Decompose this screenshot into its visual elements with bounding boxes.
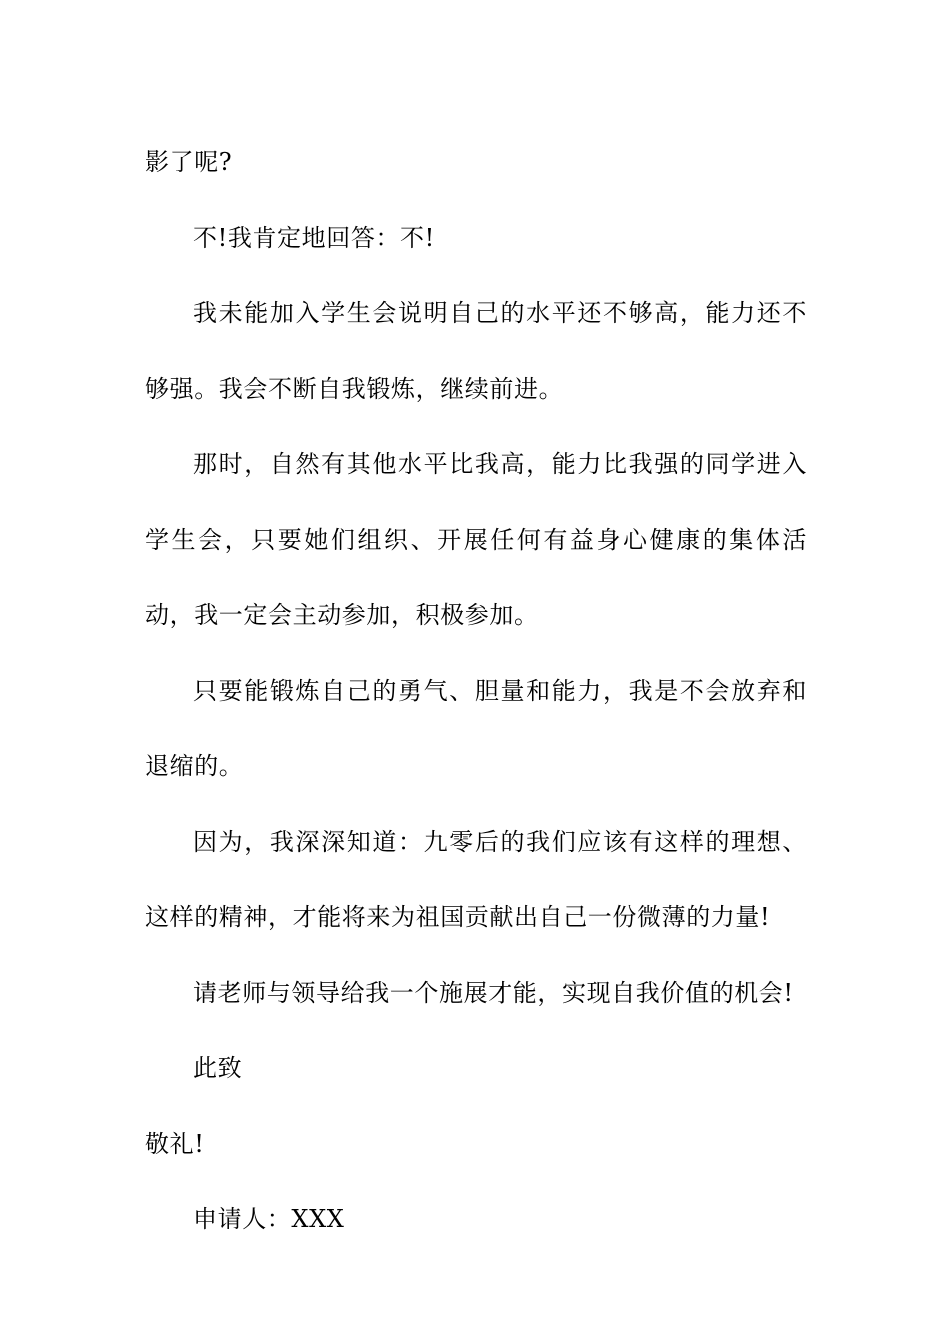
paragraph-ideals: 因为，我深深知道：九零后的我们应该有这样的理想、这样的精神，才能将来为祖国贡献出自己一份微薄的力量! [145, 827, 807, 931]
paragraph-others-join: 那时，自然有其他水平比我高，能力比我强的同学进入学生会，只要她们组织、开展任何有益身心健康的集体活动，我一定会主动参加，积极参加。 [145, 450, 807, 629]
paragraph-request: 请老师与领导给我一个施展才能，实现自我价值的机会! [193, 978, 794, 1007]
paragraph-answer: 不!我肯定地回答：不! [193, 223, 435, 252]
closing-regards: 敬礼! [145, 1129, 205, 1158]
paragraph-not-joined: 我未能加入学生会说明自己的水平还不够高，能力还不够强。我会不断自我锻炼，继续前进。 [145, 299, 807, 403]
closing-salutation: 此致 [193, 1054, 243, 1082]
applicant-signature-line: 申请人：XXX [193, 1205, 345, 1233]
paragraph-continuation: 影了呢? [145, 148, 233, 176]
paragraph-courage: 只要能锻炼自己的勇气、胆量和能力，我是不会放弃和退缩的。 [145, 676, 807, 780]
letter-body [145, 125, 807, 1258]
